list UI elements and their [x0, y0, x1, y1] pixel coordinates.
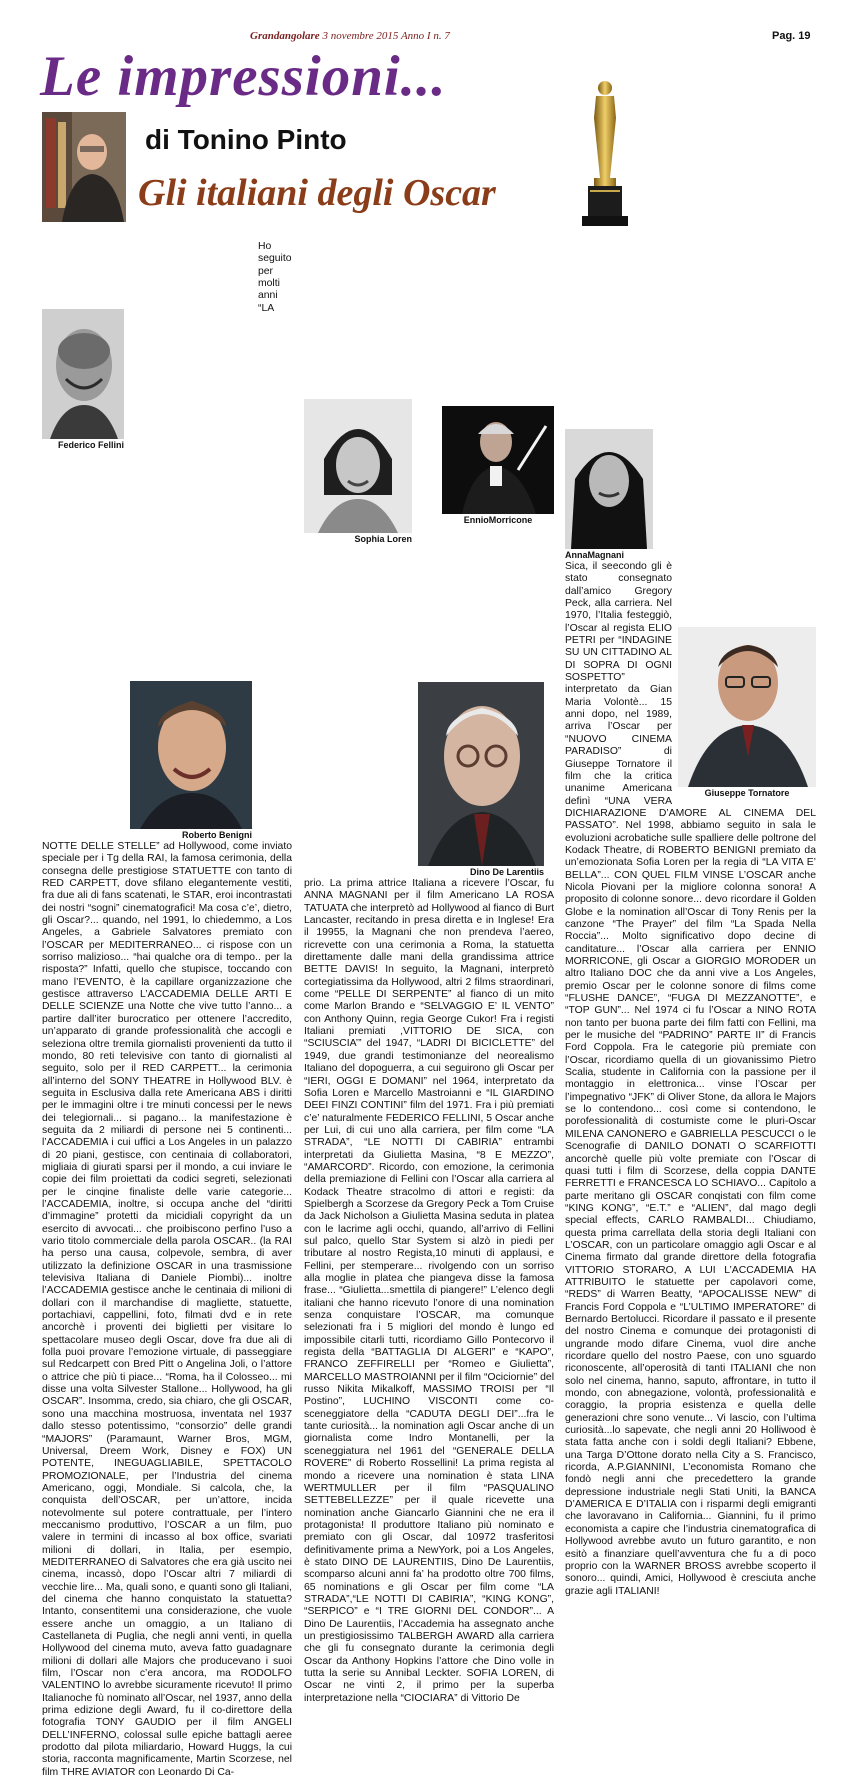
masthead: [250, 30, 450, 42]
column-3-text: Sica, il seecondo gli è stato consegnato dall’amico Gregory Peck, alla carriera. Nel 1970, l’Italia festeggiò, l’Oscar al regista ELIO PETRI per “INDAGINE SU UN CITTADINO AL DI SOPRA DI OGNI SOSPETTO” interpretato da Gian Maria Volontè... 15 anni dopo, nel 1989, arriva l’Oscar per “NUOVO CINEMA PARADISO” di Giuseppe Tornatore il film che la critica unanime Americana definì “UNA VERA DICHIARAZIONE D’AMORE AL CINEMA DEL PASSATO”. Nel 1998, abbiamo seguito in sala le evoluzioni acrobatiche sulle spalliere delle poltrone del Kodack Theatre, di ROBERTO BENIGNI premiato da un’emozionata Sofia Loren per la regia di “LA VITA E’ BELLA”... CON QUEL FILM VINSE L’OSCAR anche Nicola Piovani per la migliore colonna sonora! A proposito di colonne sonore... devo ricordare il Golden Globe e la nomination all’Oscar di Tony Renis per la canzone “The Prayer” del film “La Spada Nella Roccia”... Molto significativo dopo decine di canditature... l’Oscar alla carriera per ENNIO MORRICONE, gli Oscar a GIORGIO MORODER un altro Italiano DOC che da anni vive a Los Angeles, premio Oscar per le colonne sonore di films come “FLUSHE DANCE”, “FUGA DI MEZZANOTTE”, e “TOP GUN”... Nel 1974 ci fu l’Oscar a NINO ROTA non tanto per buona parte dei film fatti con Fellini, ma per le musiche del “PADRINO” PARTE II” di Francis Ford Coppola. Fra le categorie più premiate con l’Oscar, ricordiamo quella di un giovanissimo Pietro Scalia, studente in California con la passione per il montaggio in elettronica... vinse l’Oscar per l’impegnativo “JFK” di Oliver Stone, da allora le Majors se lo contendono... così come si contendono, le porofessionalità di costumiste come le pluri-Oscar MILENA CANONERO e GABRIELLA PESCUCCI o le Scenografie di DANILO DONATI O SCARFIOTTI ancorchè quelle più volte premiate con l’Oscar di quasi tutti i film di Scorzese, della coppia DANTE FERRETTI e FRANCESCA LO SCHIAVO... Capitolo a parte meritano gli OSCAR conqistati con film come “KING KONG”, “E.T.” e “ALIEN”, dal mago degli special effects, CARLO RAMBALDI... Chiudiamo, questa prima carrellata della storia degli Italiani con L’OSCAR, con un particolare omaggio agli Oscar e al Cinema firmato dal grande direttore della fotografia VITTORIO STORARO, A LUI L’ACCADEMIA HA ATTRIBUITO le statuette per capolavori come, “REDS” di Warren Beatty, “APOCALISSE NEW” di Francis Ford Coppola e “L’ULTIMO IMPERATORE” di Bernardo Bertolucci. Ricordare il passato e il presente del nostro Cinema e comunque dei protagonisti di ungrande modo difare Cinema, vuol dire anche ricordare quello del nostro Paese, con uno sguardo riconoscente, all’operosità di tanti ITALIANI che non solo nel cinema, hanno, saputo, affrontare, in tutto il mondo, con abnegazione, volontà, professionalità e coraggio, la propria esistenza e quella delle generazioni chre sono venute... Vi lascio, con l’ultima curiosità...lo sapevate, che negli anni 20 Holliwood è stata fatta anche con i soldi degli Italiani? Ebbene, una Targa D’Ottone dorato nella City a S. Francisco, ricorda, A.P.GIANNINI, L’economista Romano che fondò negli anni che precedettero la grande depressione industriale negli Stati Uniti, la BANCA D’AMERICA E D’ITALIA con i risparmi degli emigranti che lavoravano in California... Giannini, fu il primo economista a capire che l’industria cinematografica di Hollywood avrebbe avuto un futuro garantito, e non esitò a finanziare quell’avventura che fu a di poco proprio con la WARNER BROSS avrebbe scoperto il sonoro... quindi, Amici, Hollywood è cresciuta anche grazie agli ITALIANI!: [565, 561, 816, 1597]
magnani-caption: AnnaMagnani: [565, 550, 625, 560]
author-photo: [42, 112, 126, 222]
fellini-photo: [42, 309, 124, 439]
tornatore-caption: Giuseppe Tornatore: [704, 788, 790, 798]
magnani-photo-image: [565, 429, 653, 549]
loren-photo-image: [304, 399, 412, 533]
fellini-figure: [42, 309, 124, 451]
benigni-photo: [130, 681, 252, 829]
column-2-text: prio. La prima attrice Italiana a ricevere l’Oscar, fu ANNA MAGNANI per il film Americano LA ROSA TATUATA che interpretò ad Hollywood al fianco di Burt Lancaster, recitando in presa diretta e in Inglese! Era il 19955, la Magnani che non prendeva l’aereo, ricrevette con una cerimonia a Roma, la statuetta direttamente dalle mani della grandissima attrice BETTE DAVIS! In seguito, la Magnani, interpretò cortegiatissima da Hollywood, altri 2 films straordinari, come “PELLE DI SERPENTE” al fianco di un mito come Marlon Brando e “SELVAGGIO E’ IL VENTO” con Anthony Quinn, regia George Cukor! Fra i registi Italiani premiati ,VITTORIO DE SICA, con “SCIUSCIA’” del 1947, “LADRI DI BICICLETTE” del 1949, due grandi testimonianze del neorealismo Italiano del dopoguerra, a cui seguirono gli Oscar per “IERI, OGGI E DOMANI” nel 1964, interpretato da Sofia Loren e Marcello Mastroianni e “IL GIARDINO DEEI FINZI CONTINI” film del 1971. Fra i più premiati c’e’ naturalmente FEDERICO FELLINI, 5 Oscar anche per Lui, di cui uno alla carriera, per film come “LA STRADA”, “LE NOTTI DI CABIRIA” entrambi interpretati da Giulietta Masina, “8 E MEZZO”, “AMARCORD”. Ricordo, con emozione, la cerimonia della premiazione di Fellini con l’Oscar alla carriera al Kodack Theatre stracolmo di attori e registi: da Spielbergh a Scorzese da Gregory Peck a Tom Cruise da Jack Nicholson a Giulietta Masina seduta in platea con le lacrime agli occhi, quando, all’arrivo di Fellini sul palco, quello Star System si alzò in piedi per tributare al nostro Regista,10 minuti di applausi, e Fellini, per stemperare... rivolgendo con un sorriso alla moglie in platea che piangeva disse la famosa frase... “Giulietta...smettila di piangere!” L’elenco degli italiani che hanno ricevuto l’onore di una nomination senza conquistare l’OSCAR, ma comunque selezionati fra i 5 migliori del mondo è lungo ed impossibile citarli tutti, ricordiamo Gillo Pontecorvo il regista della “BATTAGLIA DI ALGERI” e “KAPO”, FRANCO ZEFFIRELLI per “Romeo e Giulietta”, MARCELLO MASTROIANNI per il film “Ociciornie” del russo Nikita Mikalkoff, MASSIMO TROISI per “Il Postino”, LUCHINO VISCONTI come co-sceneggiatore della “CADUTA DEGLI DEI”...fra le tante curiosità... la nomination agli Oscar anche di un giornalista come Indro Montanelli, per la sceneggiatura nel 1961 del “GENERALE DELLA ROVERE” di Roberto Rossellini! La prima regista al mondo a ricevere una nomination è stata LINA WERTMULLER per il film “PASQUALINO SETTEBELLEZZE” per il quale ricevette una nomination anche Giancarlo Giannini che ne era il protagonista! Il produttore Italiano più nominato e premiato con gli Oscar, dal 10972 trasferitosi definitivamente prima a NewYork, poi a Los Angeles, è stato DINO DE LAURENTIIS, Dino De Laurentiis, scomparso alcuni anni fa’ ha prodotto oltre 700 films, 65 nominations e gli Oscar per film come “LA STRADA”,“LE NOTTI DI CABIRIA”, “KING KONG”, “SERPICO” e “I TRE GIORNI DEL CONDOR”... A Dino De Laurentiis, l’Accademia ha assegnato anche un prestigiosissimo TALBERGH AWARD alla carriera che gli fu consegnato durante la cerimonia degli Oscar da Anthony Hopkins l’attore che Dino volle in tutta la serie su Annibal Leckter. SOFIA LOREN, di Oscar ne vinti 2, il primo per la superba interpretazione nella “CIOCIARA” di Vittorio De: [304, 878, 554, 1704]
article-column-3: [565, 241, 816, 1597]
tornatore-photo: [678, 627, 816, 787]
magnani-photo: [565, 429, 653, 549]
article-column-1: [42, 241, 292, 1778]
tornatore-photo-image: [678, 627, 816, 787]
byline: di Tonino Pinto: [145, 124, 347, 155]
benigni-photo-image: [130, 681, 252, 829]
morricone-photo-image: [442, 406, 554, 514]
delaurentiis-caption: Dino De Larentiis: [469, 867, 544, 877]
delaurentiis-photo-image: [418, 682, 544, 866]
loren-figure: [304, 399, 412, 545]
morricone-caption: EnnioMorricone: [463, 515, 533, 525]
benigni-figure: [130, 681, 252, 841]
page-number: Pag. 19: [772, 30, 811, 42]
delaurentiis-photo: [418, 682, 544, 866]
morricone-photo: [442, 406, 554, 514]
loren-caption: Sophia Loren: [354, 534, 412, 544]
oscar-statuette-image: [572, 78, 638, 228]
fellini-photo-image: [42, 309, 124, 439]
loren-photo: [304, 399, 412, 533]
rubric-title: Le impressioni...: [40, 45, 447, 108]
article-column-2: [304, 241, 554, 1704]
benigni-caption: Roberto Benigni: [182, 830, 252, 840]
publication-name: Grandangolare: [250, 30, 320, 42]
column-1-text: Ho seguito per molti anni “LA NOTTE DELLE STELLE” ad Hollywood, come inviato speciale per i Tg della RAI, la famosa cerimonia, della consegna delle prestigiose STATUETTE con tanto di RED CARPETT, dove sfilano elegantemente vestiti, fra due ali di fans scatenati, le STAR, eroi incontrastati dei nostri “sogni” cinematografici! Ma cosa c’e’, dietro, gli Oscar?... quando, nel 1991, lo chiedemmo, a Los Angeles, a Gabriele Salvatores premiato con l’OSCAR per MEDITERRANEO... ci rispose con un sorriso malizioso... “hai qualche ora di tempo.. per la risposta?” Infatti, quello che stupisce, toccando con mano l’EVENTO, è la capillare organizzazione che gestisce attraverso L’ACCADEMIA DELLE ARTI E DELLE SCIENZE una Notte che vive tutto l’anno... a partire dall’iter burocratico per ottenere l’accredito, un’apparato di grande professionalità che accogli e seleziona oltre tremila giornalisti provenienti da tutto il mondo, 80 reti televisive con tanto di giornalisti al seguito, solo per il RED CARPETT... la cerimonia all’interno del SONY THEATRE in Hollywood BLV. è seguita in Esclusiva dalla rete Americana ABS i diritti per le immagini oltre i tre minuti concessi per le news dei telegiornali... si pagano... la manifestazione è seguita da 2 miliardi di persone nei 5 continenti... l’ACCADEMIA i cui uffici a Los Angeles in un palazzo di 20 piani, gestisce, con centinaia di collaboratori, migliaia di giurati sparsi per il mondo, a cui inviare le copie dei film proiettati da codici segreti, selezionati per le cinqine finaliste delle varie categorie... l’ACCADEMIA, inoltre, si occupa anche del “diritti d’immagine” protetti da micidiali copyright da un esercito di avvocati... che proibiscono perfino l’uso a vario titolo commerciale della parola OSCAR.. (la RAI ha perso una causa, colpevole, sembra, di aver utilizzato la definizione OSCAR in una trasmissione televisiva Italiana di Daniele Piombi)... inoltre l’ACCADEMIA gestisce anche le centinaia di milioni di dollari con il marchandise di magliette, statuette, portachiavi, cappellini, foto, filmati dvd e in rete ancorchè i proventi dei biglietti per visitare lo spettacolare museo degli Oscar, dove fra due ali di folla puoi provare l’emozione virtuale, di passeggiare sul Redcarpett con Bred Pitt o Angelina Joli, o l’attore o attrice che più ti piace... “Roma, ha il Colosseo... mi disse una volta Silvester Stallone... Hollywood, ha gli OSCAR”. Insomma, credo, sia chiaro, che gli OSCAR, sono una macchina mostruosa, inventata nel 1937 dallo stesso potentissimo, “consorzio” delle grandi “MAJORS” (Paramaunt, Warner Bros, MGM, Universal, Dreem Work, Disney e FOX) UN POTENTE, INEGUAGLIABILE, SPETTACOLO PROMOZIONALE, per l’Industria del cinema Americano, oggi, Mondiale. Si calcola, che, la conquista dell’OSCAR, per un’attore, incida notevolmente sul potere contrattuale, per l’intero meccanismo produttivo, l’OSCAR a un film, puo valere in termini di incasso al box office, svariati milioni di dollari, in Italia, per esempio, MEDITERRANEO di Salvatores che era già uscito nei cinema, incassò, dopo l’Oscar altri 7 miliardi di vecchie lire... Ma, quali sono, e quanti sono gli Italiani, del cinema che hanno conquistato la statuetta? Intanto, consentitemi una considerazione, che vuole essere anche un omaggio, a un Italiano di Castellaneta di Puglia, che negli anni venti, in quella Hollywood del cinema muto, aveva fatto guadagnare milioni di dollari alle Majors che producevano i suoi film, l’Oscar non c’era ancora, ma RODOLFO VALENTINO lo avrebbe sicuramente ricevuto! Il primo Italianoche fù nominato all’Oscar, nel 1937, anno della prima edizione degli Award, fu il co-direttore della fotografia TONY GAUDIO per il film ANGELI DELL’INFERNO, colossal sulle epiche battagli aeree prodotto dal pilota miliardario, Howard Huggs, la cui storia, racconta magnificamente, Martin Scorzese, nel film THRE AVIATOR con Leonardo Di Ca-: [42, 241, 292, 1778]
issue-info: 3 novembre 2015 Anno I n. 7: [322, 30, 450, 42]
tornatore-figure: [678, 627, 816, 799]
delaurentiis-figure: [418, 682, 544, 878]
magnani-figure: [565, 429, 653, 561]
morricone-figure: [442, 406, 554, 526]
article-headline: Gli italiani degli Oscar: [138, 172, 496, 214]
fellini-caption: Federico Fellini: [57, 440, 124, 450]
author-photo-image: [42, 112, 126, 222]
